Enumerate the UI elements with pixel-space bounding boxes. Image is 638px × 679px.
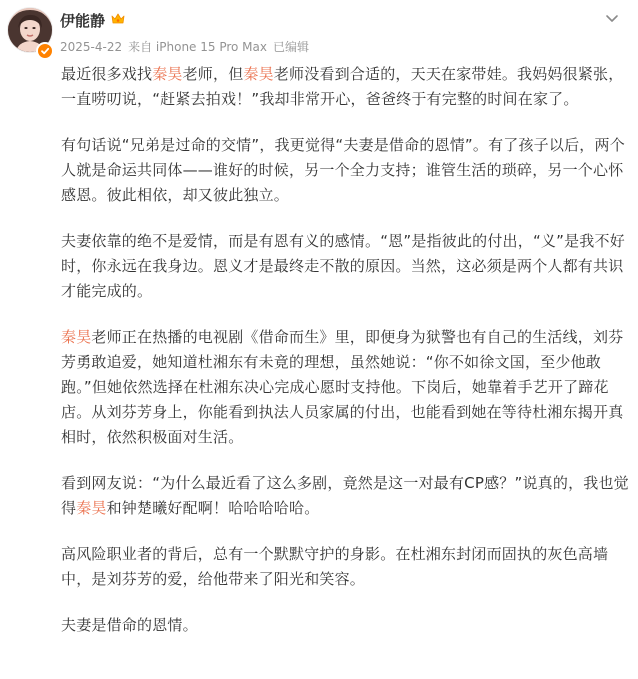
post-source: 来自 iPhone 15 Pro Max <box>128 40 267 54</box>
user-mention-link[interactable]: 秦昊 <box>152 65 183 83</box>
paragraph-text: 老师没看到合适的，天天在家带娃。我妈妈很紧张，一直唠叨说，“赶紧去拍戏！”我却非常开心，爸爸终于有完整的时间在家了。 <box>61 65 624 108</box>
paragraph-text: 夫妻是借命的恩情。 <box>61 616 198 634</box>
post-paragraph <box>61 325 631 450</box>
paragraph-text: 高风险职业者的背后，总有一个默默守护的身影。在杜湘东封闭而固执的灰色高墙中，是刘芬芳的爱，给他带来了阳光和笑容。 <box>61 545 609 588</box>
user-mention-link[interactable]: 秦昊 <box>61 328 92 346</box>
paragraph-text: 有句话说“兄弟是过命的交情”，我更觉得“夫妻是借命的恩情”。有了孩子以后，两个人就是命运共同体——谁好的时候，另一个全力支持；谁管生活的琐碎，另一个心怀感恩。彼此相依，却又彼此独立。 <box>61 136 625 204</box>
paragraph-text: 老师，但 <box>182 65 244 83</box>
post-paragraph <box>61 542 631 592</box>
more-options-button[interactable] <box>600 6 624 30</box>
paragraph-text: 最近很多戏找 <box>61 65 153 83</box>
chevron-down-icon <box>600 6 624 30</box>
user-mention-link[interactable]: 秦昊 <box>76 499 107 517</box>
paragraph-text: 夫妻依靠的绝不是爱情，而是有恩有义的感情。“恩”是指彼此的付出，“义”是我不好时，你永远在我身边。恩义才是最终走不散的原因。当然，这必须是两个人都有共识才能完成的。 <box>61 232 625 300</box>
post-content <box>61 62 631 659</box>
post-edited-label: 已编辑 <box>273 40 310 54</box>
post-meta <box>60 38 315 55</box>
crown-icon <box>110 11 126 27</box>
verified-badge-icon <box>36 42 54 60</box>
post-header <box>0 0 638 62</box>
paragraph-text: 和钟楚曦好配啊！哈哈哈哈哈。 <box>106 499 320 517</box>
post-paragraph <box>61 471 631 521</box>
post-date[interactable]: 2025-4-22 <box>60 40 123 54</box>
post-paragraph <box>61 229 631 304</box>
post-paragraph <box>61 613 631 638</box>
paragraph-text: 看到网友说：“为什么最近看了这么多剧，竟然是这一对最有CP感？”说真的，我也觉得 <box>61 474 629 517</box>
paragraph-text: 老师正在热播的电视剧《借命而生》里，即便身为狱警也有自己的生活线，刘芬芳勇敢追爱，她知道杜湘东有未竟的理想，虽然她说：“你不如徐文国，至少他敢跑。”但她依然选择在杜湘东决心完成心愿时支持他。下岗后，她靠着手艺开了蹄花店。从刘芬芳身上，你能看到执法人员家属的付出，也能看到她在等待杜湘东揭开真相时，依然积极面对生活。 <box>61 328 624 446</box>
username[interactable]: 伊能静 <box>60 12 106 30</box>
user-mention-link[interactable]: 秦昊 <box>243 65 274 83</box>
post-paragraph <box>61 62 631 112</box>
post-paragraph <box>61 133 631 208</box>
